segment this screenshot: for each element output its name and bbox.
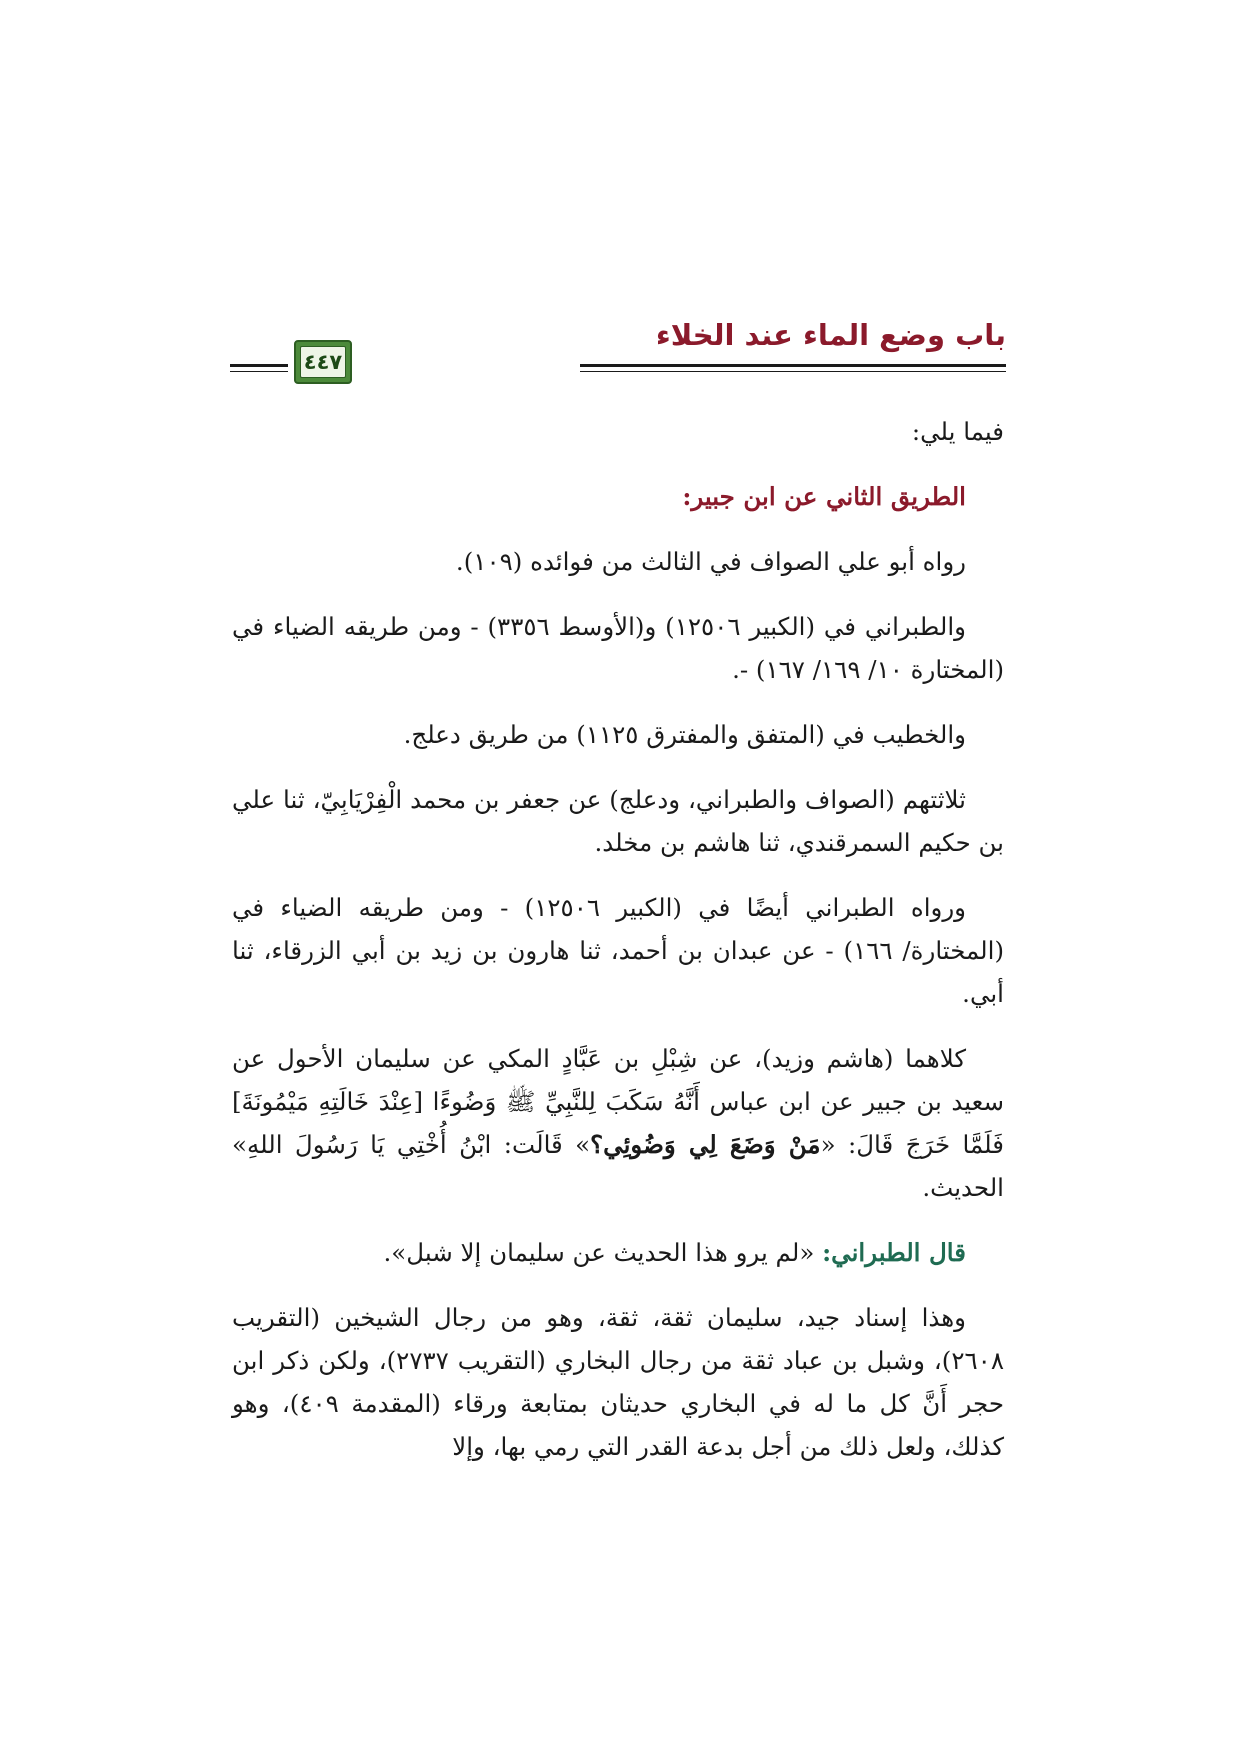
- paragraph-5: ورواه الطبراني أيضًا في (الكبير ١٢٥٠٦) - ومن طريقه الضياء في (المختارة/ ١٦٦) - عن عبدان بن أحمد، ثنا هارون بن زيد بن أبي الزرقاء، ثنا أبي.: [232, 893, 1005, 1008]
- hadith-text: كلاهما (هاشم وزيد)، عن شِبْلِ بن عَبَّادٍ المكي عن سليمان الأحول عن سعيد بن جبير عن ابن عباس أَنَّهُ سَكَبَ لِلنَّبِيِّ ﷺ وَضُوءًا [عِنْدَ خَالَتِهِ مَيْمُونَةَ] فَلَمَّا خَرَجَ قَالَ: «: [232, 1044, 1004, 1159]
- page-header: [230, 318, 1006, 390]
- speaker-label: قال الطبراني:: [822, 1238, 966, 1267]
- chapter-title: باب وضع الماء عند الخلاء: [655, 318, 1006, 352]
- quote-text: «لم يرو هذا الحديث عن سليمان إلا شبل».: [383, 1238, 823, 1267]
- paragraph-1: رواه أبو علي الصواف في الثالث من فوائده (١٠٩).: [455, 547, 966, 576]
- header-rule-left-thin: [230, 371, 288, 372]
- header-rule-thin: [580, 371, 1006, 372]
- page-number: ٤٤٧: [300, 346, 346, 378]
- header-rule-left: [230, 364, 288, 367]
- page-body: [232, 410, 1004, 1468]
- paragraph-7: [232, 1231, 1004, 1274]
- intro-line: فيما يلي:: [911, 417, 1004, 446]
- page-number-badge: [294, 340, 352, 384]
- header-rule: [580, 364, 1006, 367]
- paragraph-2: والطبراني في (الكبير ١٢٥٠٦) و(الأوسط ٣٣٥٦) - ومن طريقه الضياء في (المختارة ١٠/ ١٦٩/ ١٦٧) -.: [232, 612, 1004, 684]
- paragraph-4: ثلاثتهم (الصواف والطبراني، ودعلج) عن جعفر بن محمد الْفِرْيَابِيّ، ثنا علي بن حكيم السمرقندي، ثنا هاشم بن مخلد.: [232, 785, 1004, 857]
- paragraph-3: والخطيب في (المتفق والمفترق ١١٢٥) من طريق دعلج.: [403, 720, 966, 749]
- paragraph-8: وهذا إسناد جيد، سليمان ثقة، ثقة، وهو من رجال الشيخين (التقريب ٢٦٠٨)، وشبل بن عباد ثقة من رجال البخاري (التقريب ٢٧٣٧)، ولكن ذكر ابن حجر أَنَّ كل ما له في البخاري حديثان بمتابعة ورقاء (المقدمة ٤٠٩)، وهو كذلك، ولعل ذلك من أجل بدعة القدر التي رمي بها، وإلا: [232, 1303, 1004, 1461]
- section-subheading: الطريق الثاني عن ابن جبير:: [682, 482, 966, 511]
- hadith-quote: مَنْ وَضَعَ لِي وَضُوئِي؟: [590, 1130, 821, 1159]
- paragraph-6: [232, 1037, 1004, 1209]
- hadith-text-end: » قَالَت: ابْنُ أُخْتِي يَا رَسُولَ اللهِ» الحديث.: [232, 1130, 1004, 1202]
